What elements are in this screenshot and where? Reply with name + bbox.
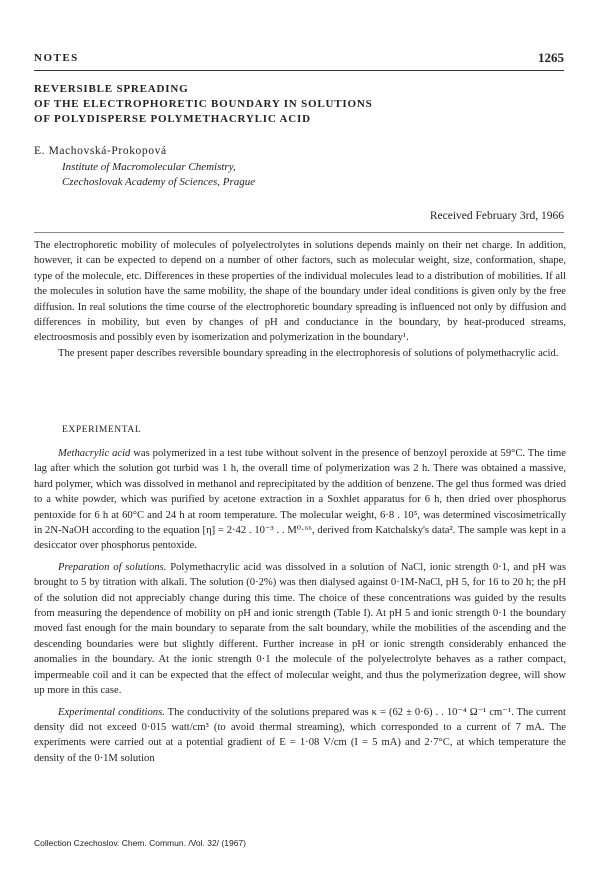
- running-header: [34, 50, 564, 71]
- paragraph-text: The conductivity of the solutions prepared was κ = (62 ± 0·6) . . 10⁻⁴ Ω⁻¹ cm⁻¹. The current density did not exceed 0·015 watt/cm³ (to avoid thermal streaming), which corresponded to a current of 7 mA. The experiments were carried out at a potential gradient of E = 1·08 V/cm (I = 5 mA) and 2·7°C, at which temperature the density of the 0·1M solution: [34, 706, 566, 764]
- received-date: Received February 3rd, 1966: [429, 210, 564, 222]
- journal-citation: Collection Czechoslov. Chem. Commun. /Vol. 32/ (1967): [34, 838, 246, 848]
- paragraph-text: Polymethacrylic acid was dissolved in a solution of NaCl, ionic strength 0·1, and pH was brought to 5 by titration with alkali. The solution (0·2%) was then dialysed against 0·1M-NaCl, pH 5, for 16 to 20 h; the pH of the solution did not appreciably change during this time. The choice of these concentrations was guided by the results from measuring the dependence of mobility on pH and ionic strength (Table I). At pH 5 and ionic strength 0·1 the boundary moved fast enough for the main boundary to separate from the salt boundary, while the mobilities of the ascending and the descending boundaries were but slightly different. Further increase in pH or ionic strength considerably enhanced the anomalies in the boundary. At the ionic strength 0·1 the molecule of the polyelectrolyte behaves as a rather compact, impermeable coil and it can be expected that the effect of molecular weight, and thus the polymerization degree, will show up more in this case.: [34, 561, 566, 697]
- author-name: E. Machovská-Prokopová: [34, 145, 167, 157]
- section-label: NOTES: [34, 52, 79, 64]
- introduction: [34, 238, 566, 361]
- paragraph: The electrophoretic mobility of molecules of polyelectrolytes in solutions depends mainly on their net charge. In addition, however, it can be expected to depend on a number of other factors, such as molecular weight, size, conformation, shape, type of the molecule, etc. Differences in these properties of the individual molecules lead to a distribution of mobilities. If all the molecules in solution have the same mobility, the shape of the boundary under ideal conditions is given only by the free diffusion. In real solutions the time course of the electrophoretic boundary spreading is influenced not only by diffusion and differences in mobility, but even by changes of pH and conductance in the boundary, by heat-produced streams, electroosmosis and possibly even by isomerization and polymerization in the boundary¹.: [34, 240, 566, 344]
- affiliation-line: Institute of Macromolecular Chemistry,: [62, 161, 236, 173]
- affiliation-line: Czechoslovak Academy of Sciences, Prague: [62, 176, 256, 188]
- article-title: [34, 82, 564, 127]
- paragraph: [34, 446, 566, 554]
- title-line: REVERSIBLE SPREADING: [34, 83, 189, 95]
- paragraph: [34, 705, 566, 767]
- paragraph-lead: Preparation of solutions.: [58, 561, 167, 573]
- experimental-body: [34, 446, 566, 766]
- page-number: 1265: [538, 50, 564, 65]
- paragraph-lead: Experimental conditions.: [58, 706, 165, 718]
- section-heading: EXPERIMENTAL: [62, 425, 142, 435]
- paragraph-lead: Methacrylic acid: [58, 448, 131, 459]
- author-affiliation: [62, 160, 255, 190]
- title-line: OF THE ELECTROPHORETIC BOUNDARY IN SOLUTIONS: [34, 98, 373, 110]
- paragraph: [34, 560, 566, 699]
- divider: [34, 232, 564, 233]
- title-line: OF POLYDISPERSE POLYMETHACRYLIC ACID: [34, 113, 311, 125]
- paragraph-text: was polymerized in a test tube without solvent in the presence of benzoyl peroxide at 59°C. The time lag after which the solution got turbid was 1 h, the overall time of polymerization was 2 h. There was obtained a massive, hard polymer, which was dissolved in methanol and reprecipitated by the addition of benzene. The gel thus formed was dried to a white powder, which was purified by acetone extraction in a Soxhlet apparatus for 6 h, then dried over phosphorus pentoxide for 6 h at 60°C and 24 h at room temperature. The molecular weight, 6·8 . 10⁵, was determined viscosimetrically in 2N-NaOH according to the equation [η] = 2·42 . 10⁻³ . . M⁰·⁶⁶, derived from Katchalsky's data². The sample was kept in a desiccator over phosphorus pentoxide.: [34, 448, 566, 552]
- paragraph: The present paper describes reversible boundary spreading in the electrophoresis of solutions of polymethacrylic acid.: [58, 347, 559, 359]
